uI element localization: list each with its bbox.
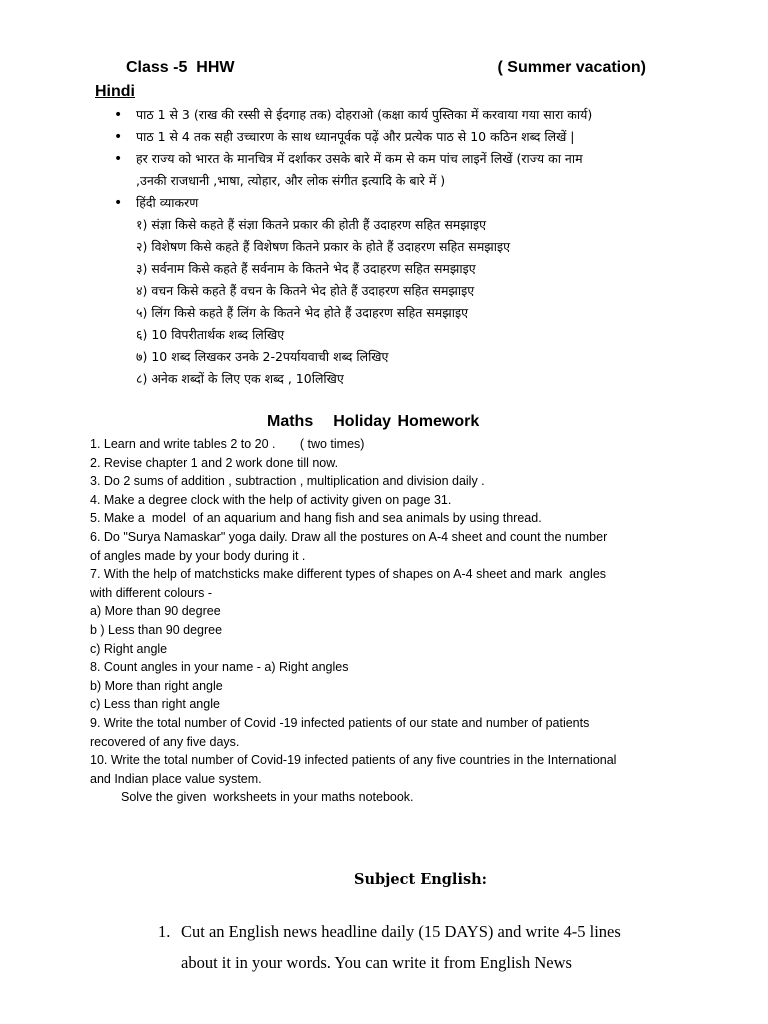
grammar-item-7: ७) 10 शब्द लिखकर उनके 2-2पर्यायवाची शब्द लिखिए — [136, 349, 389, 364]
maths-line: of angles made by your body during it . — [90, 548, 306, 563]
maths-heading — [267, 412, 479, 432]
grammar-item-5: ५) लिंग किसे कहते हैं लिंग के कितने भेद होते हैं उदाहरण सहित समझाइए — [136, 305, 469, 320]
maths-line: 6. Do "Surya Namaskar" yoga daily. Draw all the postures on A-4 sheet and count the number — [90, 529, 608, 544]
class-title: Class -5 HHW — [126, 59, 235, 76]
grammar-item-3: ३) सर्वनाम किसे कहते हैं सर्वनाम के कितने भेद हैं उदाहरण सहित समझाइए — [136, 261, 476, 276]
maths-line: 7. With the help of matchsticks make different types of shapes on A-4 sheet and mark angles — [90, 567, 607, 582]
grammar-item-1: १) संज्ञा किसे कहते हैं संज्ञा कितने प्रकार की होती हैं उदाहरण सहित समझाइए — [136, 217, 487, 232]
maths-heading-subject: Maths — [267, 413, 314, 430]
maths-line: c) Less than right angle — [90, 697, 220, 712]
english-item-1-line2: about it in your words. You can write it from English News — [181, 953, 572, 972]
hindi-heading: Hindi — [95, 83, 135, 100]
maths-line: with different colours - — [90, 585, 213, 600]
hindi-bullet-3: • हर राज्य को भारत के मानचित्र में दर्शाकर उसके बारे में कम से कम पांच लाइनें लिखें (राज्य का नाम — [112, 148, 672, 170]
maths-line: a) More than 90 degree — [90, 604, 221, 619]
vacation-label: ( Summer vacation) — [497, 59, 646, 76]
maths-line: c) Right angle — [90, 641, 168, 656]
maths-line: 4. Make a degree clock with the help of activity given on page 31. — [90, 492, 452, 507]
maths-line: 8. Count angles in your name - a) Right angles — [90, 660, 349, 675]
maths-line: 1. Learn and write tables 2 to 20 . ( two times) — [90, 437, 365, 451]
maths-line: recovered of any five days. — [90, 734, 240, 749]
maths-line: b ) Less than 90 degree — [90, 622, 223, 637]
maths-final-line: Solve the given worksheets in your maths notebook. — [121, 790, 414, 805]
document-title-row — [126, 58, 646, 78]
english-item-1 — [158, 916, 698, 947]
maths-line: 2. Revise chapter 1 and 2 work done till now. — [90, 455, 339, 470]
maths-line: and Indian place value system. — [90, 771, 262, 786]
maths-line: 5. Make a model of an aquarium and hang fish and sea animals by using thread. — [90, 511, 542, 526]
maths-line: 3. Do 2 sums of addition , subtraction , multiplication and division daily . — [90, 474, 485, 489]
maths-line: 10. Write the total number of Covid-19 infected patients of any five countries in the International — [90, 753, 617, 768]
maths-line: 9. Write the total number of Covid -19 infected patients of our state and number of patients — [90, 715, 590, 730]
hindi-bullet-1: • पाठ 1 से 3 (राख की रस्सी से ईदगाह तक) दोहराओ (कक्षा कार्य पुस्तिका में करवाया गया सारा कार्य) — [112, 104, 672, 126]
grammar-item-4: ४) वचन किसे कहते हैं वचन के कितने भेद होते हैं उदाहरण सहित समझाइए — [136, 283, 475, 298]
grammar-item-2: २) विशेषण किसे कहते हैं विशेषण कितने प्रकार के होते हैं उदाहरण सहित समझाइए — [136, 239, 511, 254]
grammar-item-8: ८) अनेक शब्दों के लिए एक शब्द , 10लिखिए — [136, 371, 344, 386]
english-task-list — [158, 916, 698, 978]
hindi-task-list — [112, 104, 672, 390]
english-heading: Subject English: — [354, 871, 488, 888]
hindi-bullet-4: • हिंदी व्याकरण — [112, 192, 672, 214]
grammar-item-6: ६) 10 विपरीतार्थक शब्द लिखिए — [136, 327, 285, 342]
maths-line: b) More than right angle — [90, 678, 223, 693]
maths-task-list — [90, 435, 680, 807]
hindi-bullet-2: • पाठ 1 से 4 तक सही उच्चारण के साथ ध्यानपूर्वक पढ़ें और प्रत्येक पाठ से 10 कठिन शब्द लिखें | — [112, 126, 672, 148]
hindi-bullet-3-continued: ,उनकी राजधानी ,भाषा, त्योहार, और लोक संगीत इत्यादि के बारे में ) — [136, 173, 446, 188]
maths-heading-title: Holiday Homework — [333, 413, 480, 430]
english-item-1-line1: Cut an English news headline daily (15 DAYS) and write 4-5 lines — [181, 922, 621, 941]
english-item-number: 1. — [158, 922, 171, 941]
